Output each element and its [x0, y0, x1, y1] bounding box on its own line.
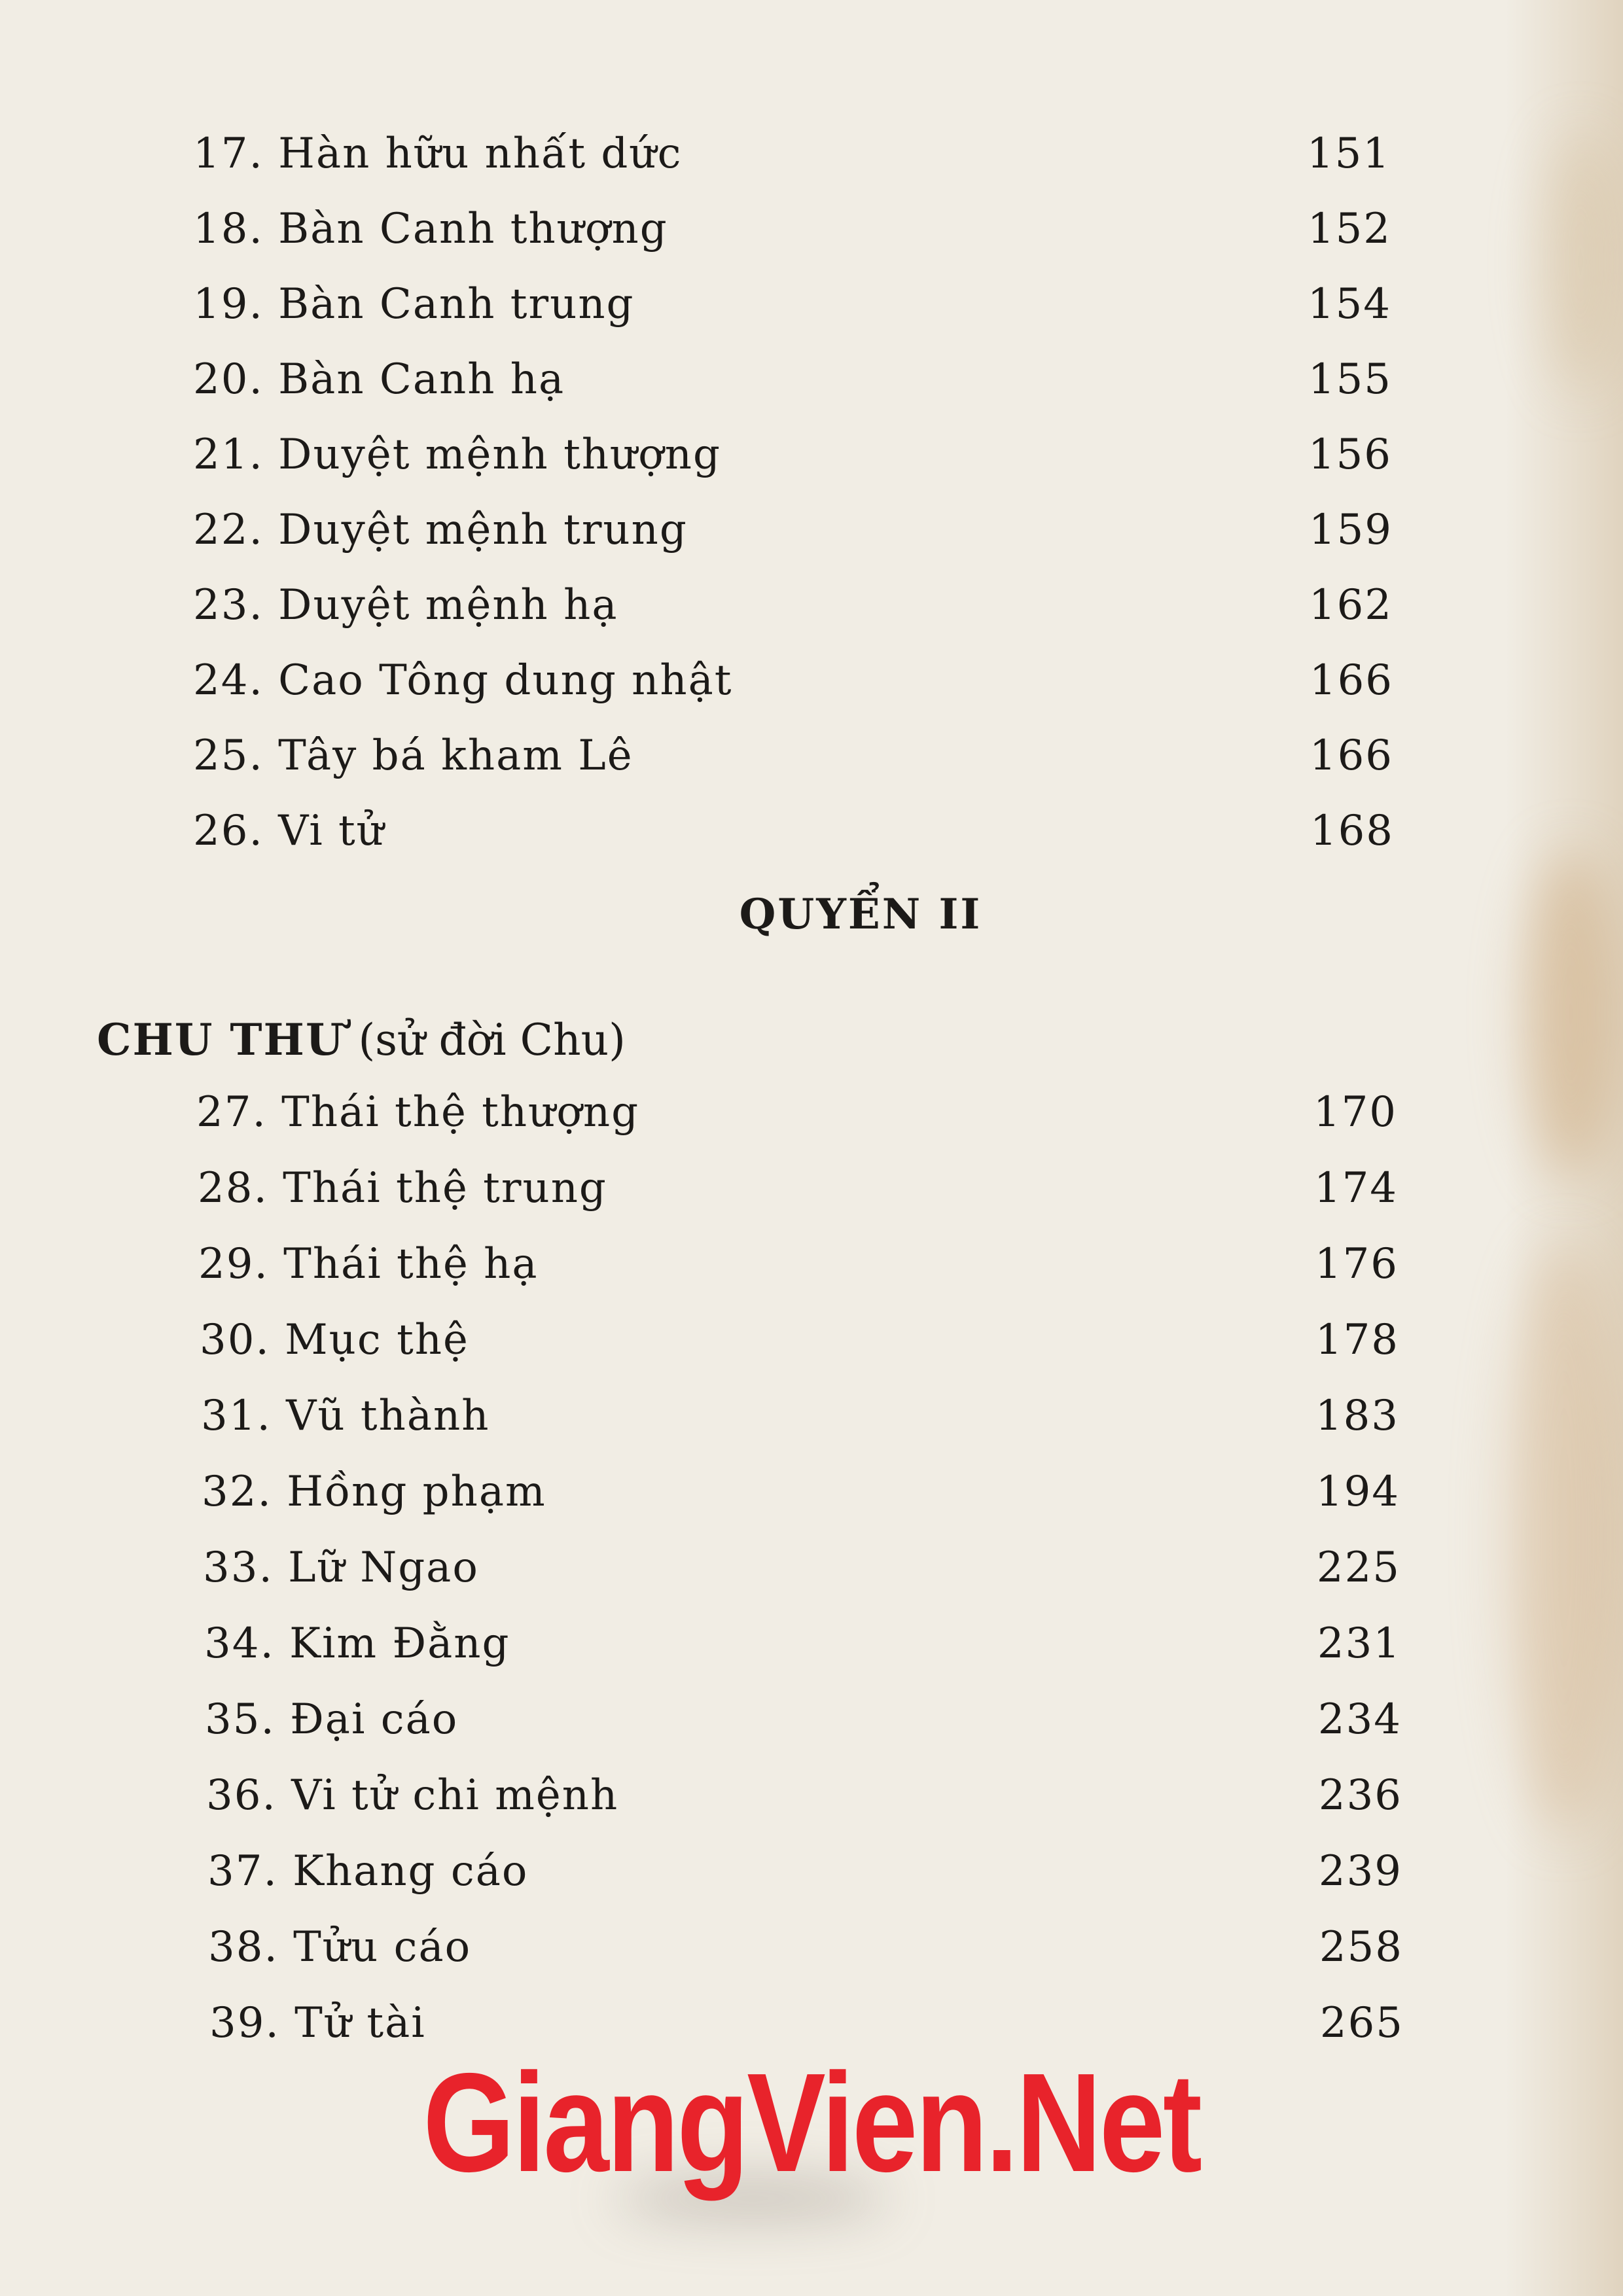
toc-entry-title: 32. Hồng phạm: [202, 1468, 546, 1516]
toc-entry-page-number: 183: [1315, 1392, 1399, 1440]
toc-entry-page-number: 151: [1306, 130, 1391, 178]
toc-entry: [0, 720, 1623, 792]
toc-entry-title: 21. Duyệt mệnh thượng: [193, 431, 721, 479]
toc-entry-page-number: 155: [1308, 355, 1392, 404]
toc-entry: [0, 118, 1623, 190]
section-heading: [97, 1014, 626, 1065]
toc-entry-page-number: 166: [1309, 656, 1393, 705]
toc-entry: [0, 1684, 1623, 1756]
toc-entry-title: 24. Cao Tông dung nhật: [193, 656, 733, 705]
toc-entry: [0, 1456, 1623, 1528]
toc-entry-page-number: 258: [1319, 1923, 1403, 1971]
toc-entry-title: 19. Bàn Canh trung: [193, 280, 635, 328]
toc-entry-page-number: 162: [1308, 581, 1393, 629]
toc-entry: [0, 419, 1623, 491]
toc-entry: [0, 645, 1623, 716]
toc-entry-title: 31. Vũ thành: [201, 1392, 490, 1440]
toc-entry-page-number: 225: [1316, 1544, 1400, 1592]
toc-entry-title: 25. Tây bá kham Lê: [193, 732, 633, 780]
toc-entry-page-number: 168: [1310, 807, 1394, 855]
toc-entry-page-number: 265: [1319, 1999, 1404, 2047]
toc-entry: [0, 1228, 1623, 1300]
toc-entry-title: 33. Lữ Ngao: [203, 1544, 479, 1592]
section-subtitle: (sử đời Chu): [358, 1015, 626, 1065]
toc-entry-title: 36. Vi tử chi mệnh: [206, 1771, 619, 1820]
toc-entry: [0, 1380, 1623, 1452]
toc-entry-page-number: 178: [1315, 1316, 1399, 1364]
toc-entry-page-number: 154: [1307, 280, 1391, 328]
toc-entry: [0, 1076, 1623, 1148]
toc-entry-title: 35. Đại cáo: [205, 1695, 459, 1744]
toc-entry-title: 22. Duyệt mệnh trung: [193, 506, 688, 554]
toc-entry-page-number: 174: [1313, 1164, 1398, 1212]
toc-entry-title: 28. Thái thệ trung: [198, 1164, 607, 1212]
toc-entry-title: 34. Kim Đằng: [204, 1619, 510, 1668]
toc-entry: [0, 1835, 1623, 1907]
toc-entry-page-number: 170: [1313, 1088, 1397, 1137]
toc-entry-page-number: 156: [1308, 431, 1392, 479]
toc-entry-page-number: 234: [1317, 1695, 1402, 1744]
toc-entry: [0, 1759, 1623, 1831]
toc-entry: [0, 1532, 1623, 1604]
toc-entry-page-number: 176: [1314, 1240, 1399, 1288]
toc-entry-title: 17. Hàn hữu nhất dức: [193, 130, 683, 178]
toc-entry-title: 26. Vi tử: [193, 807, 385, 855]
toc-entry: [0, 569, 1623, 641]
toc-entry: [0, 494, 1623, 566]
toc-entry-page-number: 159: [1308, 506, 1393, 554]
toc-entry-title: 37. Khang cáo: [207, 1847, 529, 1896]
toc-entry-page-number: 152: [1307, 205, 1391, 253]
toc-entry: [0, 193, 1623, 265]
toc-entry: [0, 1608, 1623, 1680]
toc-entry-title: 39. Tử tài: [209, 1999, 426, 2047]
toc-entry: [0, 344, 1623, 415]
toc-entry-title: 23. Duyệt mệnh hạ: [193, 581, 618, 629]
toc-entry-title: 18. Bàn Canh thượng: [193, 205, 668, 253]
toc-entry-page-number: 236: [1318, 1771, 1402, 1820]
toc-entry-title: 38. Tửu cáo: [208, 1923, 472, 1971]
toc-entry-page-number: 194: [1315, 1468, 1400, 1516]
toc-entry: [0, 1304, 1623, 1376]
toc-entry-page-number: 166: [1309, 732, 1393, 780]
toc-entry-page-number: 239: [1318, 1847, 1402, 1896]
toc-entry: [0, 1911, 1623, 1983]
part-heading: QUYỂN II: [739, 890, 982, 939]
toc-entry-title: 29. Thái thệ hạ: [198, 1240, 539, 1288]
toc-entry-title: 27. Thái thệ thượng: [196, 1088, 640, 1137]
toc-entry: [0, 268, 1623, 340]
toc-entry-page-number: 231: [1317, 1619, 1401, 1668]
toc-entry-title: 30. Mục thệ: [200, 1316, 469, 1364]
toc-entry: [0, 795, 1623, 867]
toc-entry-title: 20. Bàn Canh hạ: [193, 355, 565, 404]
toc-entry: [0, 1152, 1623, 1224]
section-title: CHU THƯ: [97, 1014, 345, 1065]
watermark-logo: GiangVien.Net: [423, 2043, 1200, 2201]
